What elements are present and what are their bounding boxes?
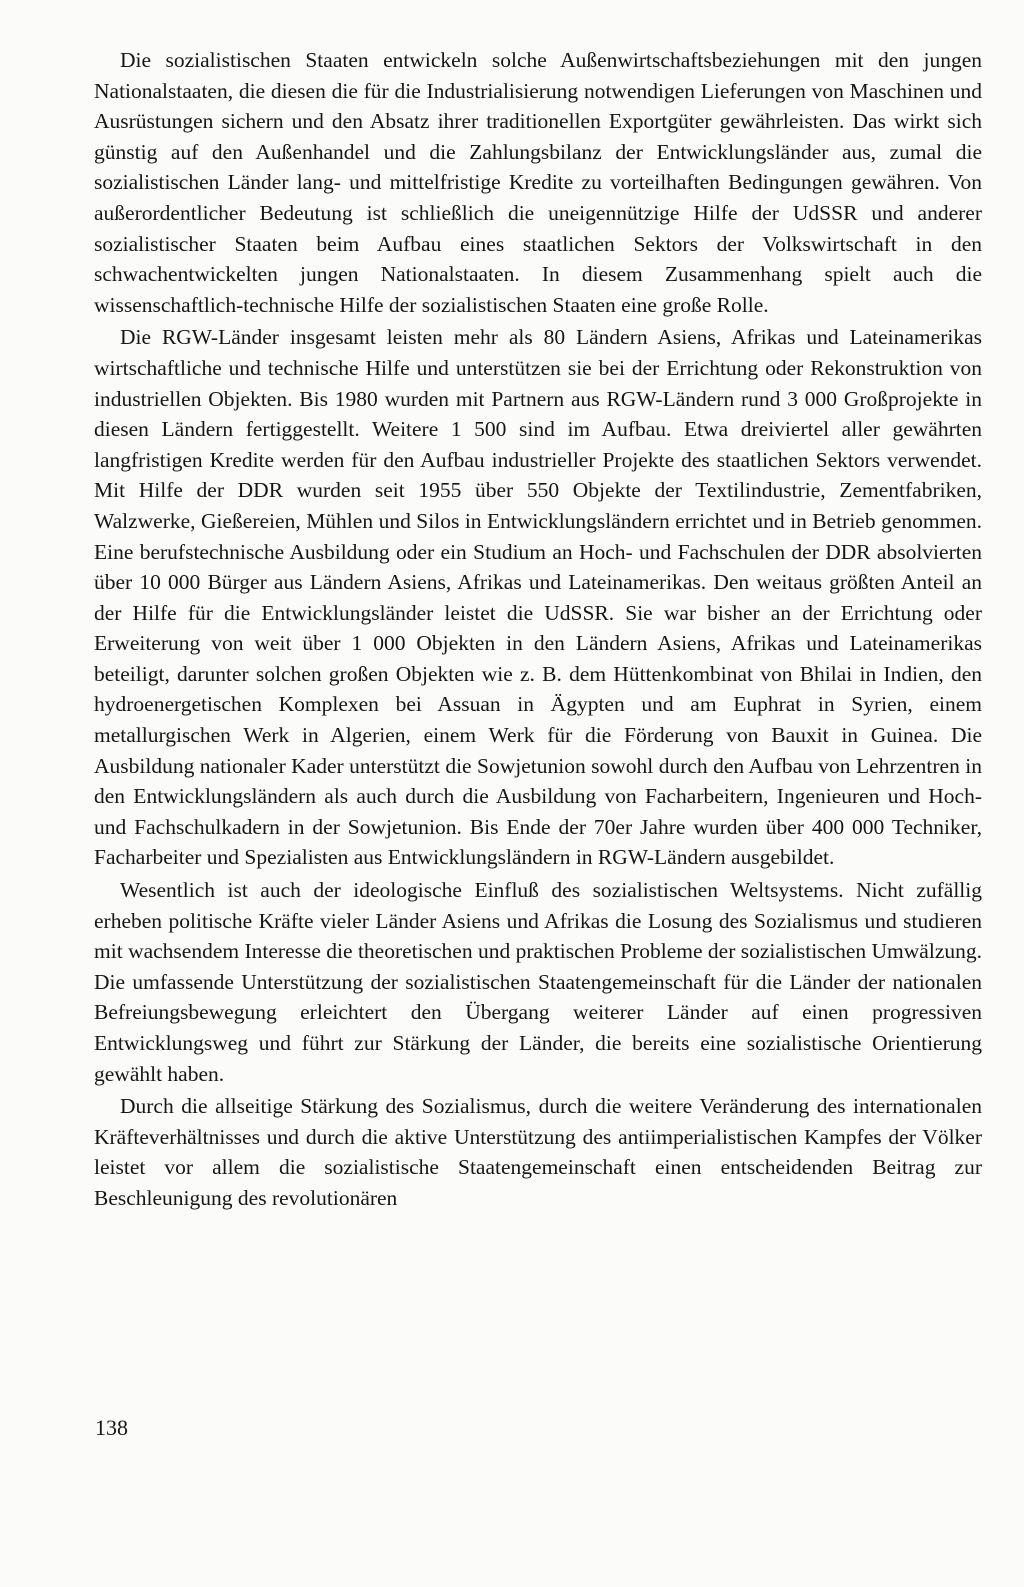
page-number: 138 (95, 1415, 128, 1440)
paragraph-ideological-influence: Wesentlich ist auch der ideologische Einfluß des sozialistischen Weltsystems. Nicht zufällig erheben politische Kräfte vieler Länder Asiens und Afrikas die Losung des Sozialismus und studieren mit wachsendem Interesse die theoretischen und praktischen Probleme der sozialistischen Umwälzung. Die umfassende Unterstützung der sozialistischen Staatengemeinschaft für die Länder der nationalen Befreiungsbewegung erleichtert den Übergang weiterer Länder auf einen progressiven Entwicklungsweg und führt zur Stärkung der Länder, die bereits eine sozialistische Orientierung gewählt haben. (94, 878, 982, 1086)
body-text (94, 45, 982, 1216)
paragraph-strengthening-socialism: Durch die allseitige Stärkung des Sozialismus, durch die weitere Veränderung des internationalen Kräfteverhältnisses und durch die aktive Unterstützung des antiimperialistischen Kampfes der Völker leistet vor allem die sozialistische Staatengemeinschaft einen entscheidenden Beitrag zur Beschleunigung des revolutionären (94, 1094, 982, 1210)
paragraph-trade-relations: Die sozialistischen Staaten entwickeln solche Außenwirtschaftsbeziehungen mit den jungen Nationalstaaten, die diesen die für die Industrialisierung notwendigen Lieferungen von Maschinen und Ausrüstungen sichern und den Absatz ihrer traditionellen Exportgüter gewährleisten. Das wirkt sich günstig auf den Außenhandel und die Zahlungsbilanz der Entwicklungsländer aus, zumal die sozialistischen Länder lang- und mittelfristige Kredite zu vorteilhaften Bedingungen gewähren. Von außerordentlicher Bedeutung ist schließlich die uneigennützige Hilfe der UdSSR und anderer sozialistischer Staaten beim Aufbau eines staatlichen Sektors der Volkswirtschaft in den schwachentwickelten jungen Nationalstaaten. In diesem Zusammenhang spielt auch die wissenschaftlich-technische Hilfe der sozialistischen Staaten eine große Rolle. (94, 48, 982, 317)
paragraph-rgw-aid: Die RGW-Länder insgesamt leisten mehr als 80 Ländern Asiens, Afrikas und Lateinamerikas wirtschaftliche und technische Hilfe und unterstützen sie bei der Errichtung oder Rekonstruktion von industriellen Objekten. Bis 1980 wurden mit Partnern aus RGW-Ländern rund 3 000 Großprojekte in diesen Ländern fertiggestellt. Weitere 1 500 sind im Aufbau. Etwa dreiviertel aller gewährten langfristigen Kredite werden für den Aufbau industrieller Projekte des staatlichen Sektors verwendet. Mit Hilfe der DDR wurden seit 1955 über 550 Objekte der Textilindustrie, Zementfabriken, Walzwerke, Gießereien, Mühlen und Silos in Entwicklungsländern errichtet und in Betrieb genommen. Eine berufstechnische Ausbildung oder ein Studium an Hoch- und Fachschulen der DDR absolvierten über 10 000 Bürger aus Ländern Asiens, Afrikas und Lateinamerikas. Den weitaus größten Anteil an der Hilfe für die Entwicklungsländer leistet die UdSSR. Sie war bisher an der Errichtung oder Erweiterung von weit über 1 000 Objekten in den Ländern Asiens, Afrikas und Lateinamerikas beteiligt, darunter solchen großen Objekten wie z. B. dem Hüttenkombinat von Bhilai in Indien, den hydroenergetischen Komplexen bei Assuan in Ägypten und am Euphrat in Syrien, einem metallurgischen Werk in Algerien, einem Werk für die Förderung von Bauxit in Guinea. Die Ausbildung nationaler Kader unterstützt die Sowjetunion sowohl durch den Aufbau von Lehrzentren in den Entwicklungsländern als auch durch die Ausbildung von Facharbeitern, Ingenieuren und Hoch- und Fachschulkadern in der Sowjetunion. Bis Ende der 70er Jahre wurden über 400 000 Techniker, Facharbeiter und Spezialisten aus Entwicklungsländern in RGW-Ländern ausgebildet. (94, 325, 982, 870)
